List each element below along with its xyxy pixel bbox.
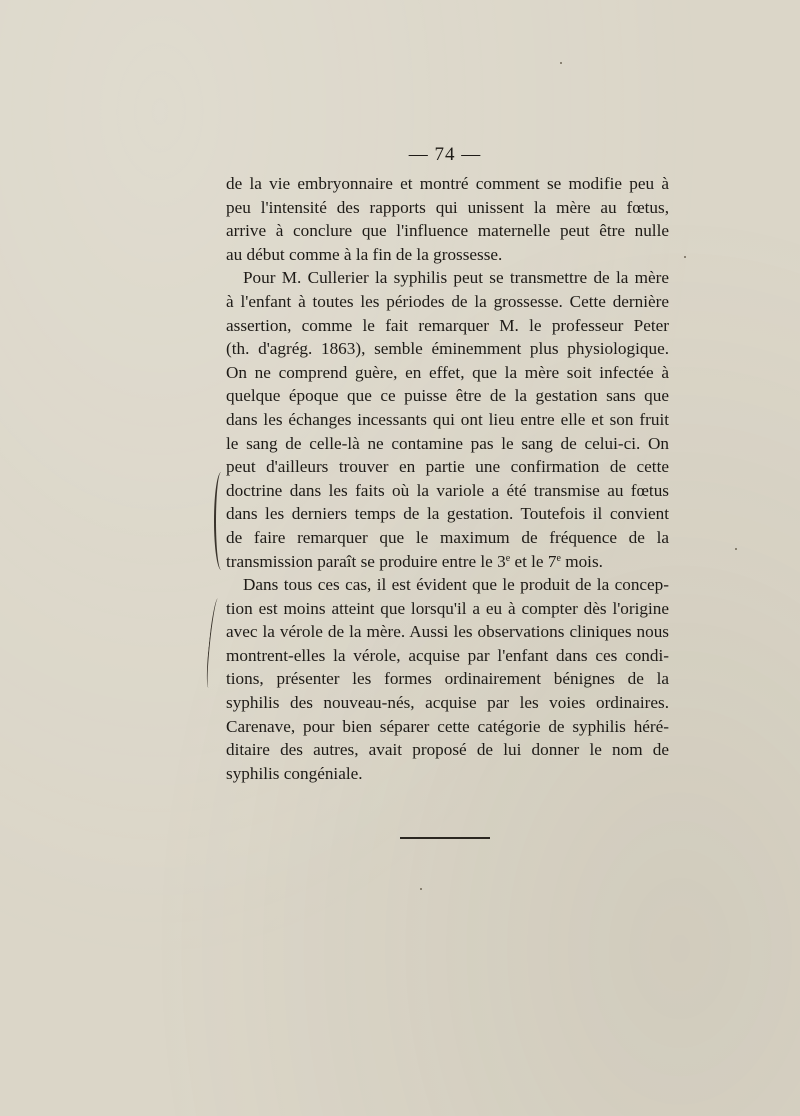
page-number: — 74 — [408, 144, 482, 165]
text-line-superscripts [226, 550, 669, 574]
text-line: de faire remarquer que le maximum de fréquence de la [226, 527, 669, 547]
text-segment: et le 7 [510, 551, 557, 571]
text-line: peut d'ailleurs trouver en partie une confirmation de cette [226, 457, 669, 477]
text-line: assertion, comme le fait remarquer M. le professeur Peter [226, 315, 669, 335]
text-line: dans les derniers temps de la gestation. Toutefois il convient [226, 504, 669, 524]
section-end-rule [400, 837, 490, 839]
text-line: tions, présenter les formes ordinairement bénignes de la [226, 669, 669, 689]
text-line: (th. d'agrég. 1863), semble éminemment plus physiologique. [226, 339, 669, 359]
text-line: à l'enfant à toutes les périodes de la grossesse. Cette dernière [226, 291, 669, 311]
text-line: Pour M. Cullerier la syphilis peut se transmettre de la mère [243, 268, 669, 288]
paper-speck [735, 548, 737, 550]
body-text [226, 172, 669, 785]
text-line: syphilis congéniale. [226, 763, 363, 783]
text-line: On ne comprend guère, en effet, que la mère soit infectée à [226, 362, 669, 382]
text-line: avec la vérole de la mère. Aussi les observations cliniques nous [226, 622, 669, 642]
text-line: peu l'intensité des rapports qui unissent la mère au fœtus, [226, 197, 669, 217]
text-line: au début comme à la fin de la grossesse. [226, 244, 503, 264]
superscript: e [505, 552, 511, 564]
text-segment: transmission paraît se produire entre le 3 [226, 551, 506, 571]
paper-speck [684, 256, 686, 258]
superscript: e [556, 552, 561, 564]
text-line: de la vie embryonnaire et montré comment se modifie peu à [226, 174, 669, 193]
text-line: montrent-elles la vérole, acquise par l'enfant dans ces condi- [226, 645, 669, 665]
text-line: tion est moins atteint que lorsqu'il a eu à compter dès l'origine [226, 598, 669, 618]
text-line: quelque époque que ce puisse être de la gestation sans que [226, 386, 669, 406]
text-segment: mois. [560, 551, 603, 571]
paper-speck [420, 888, 422, 890]
text-line: ditaire des autres, avait proposé de lui donner le nom de [226, 740, 669, 760]
text-line: le sang de celle-là ne contamine pas le sang de celui-ci. On [226, 433, 669, 453]
text-line: arrive à conclure que l'influence maternelle peut être nulle [226, 221, 669, 241]
margin-bracket-mark [204, 598, 220, 688]
paper-speck [560, 62, 562, 64]
text-line: doctrine dans les faits où la variole a été transmise au fœtus [226, 480, 669, 500]
margin-bracket-mark [214, 472, 226, 570]
text-line: Dans tous ces cas, il est évident que le produit de la concep- [243, 575, 669, 595]
text-line: dans les échanges incessants qui ont lieu entre elle et son fruit [226, 409, 669, 429]
text-line: Carenave, pour bien séparer cette catégorie de syphilis héré- [226, 716, 669, 736]
text-line: syphilis des nouveau-nés, acquise par les voies ordinaires. [226, 693, 669, 713]
